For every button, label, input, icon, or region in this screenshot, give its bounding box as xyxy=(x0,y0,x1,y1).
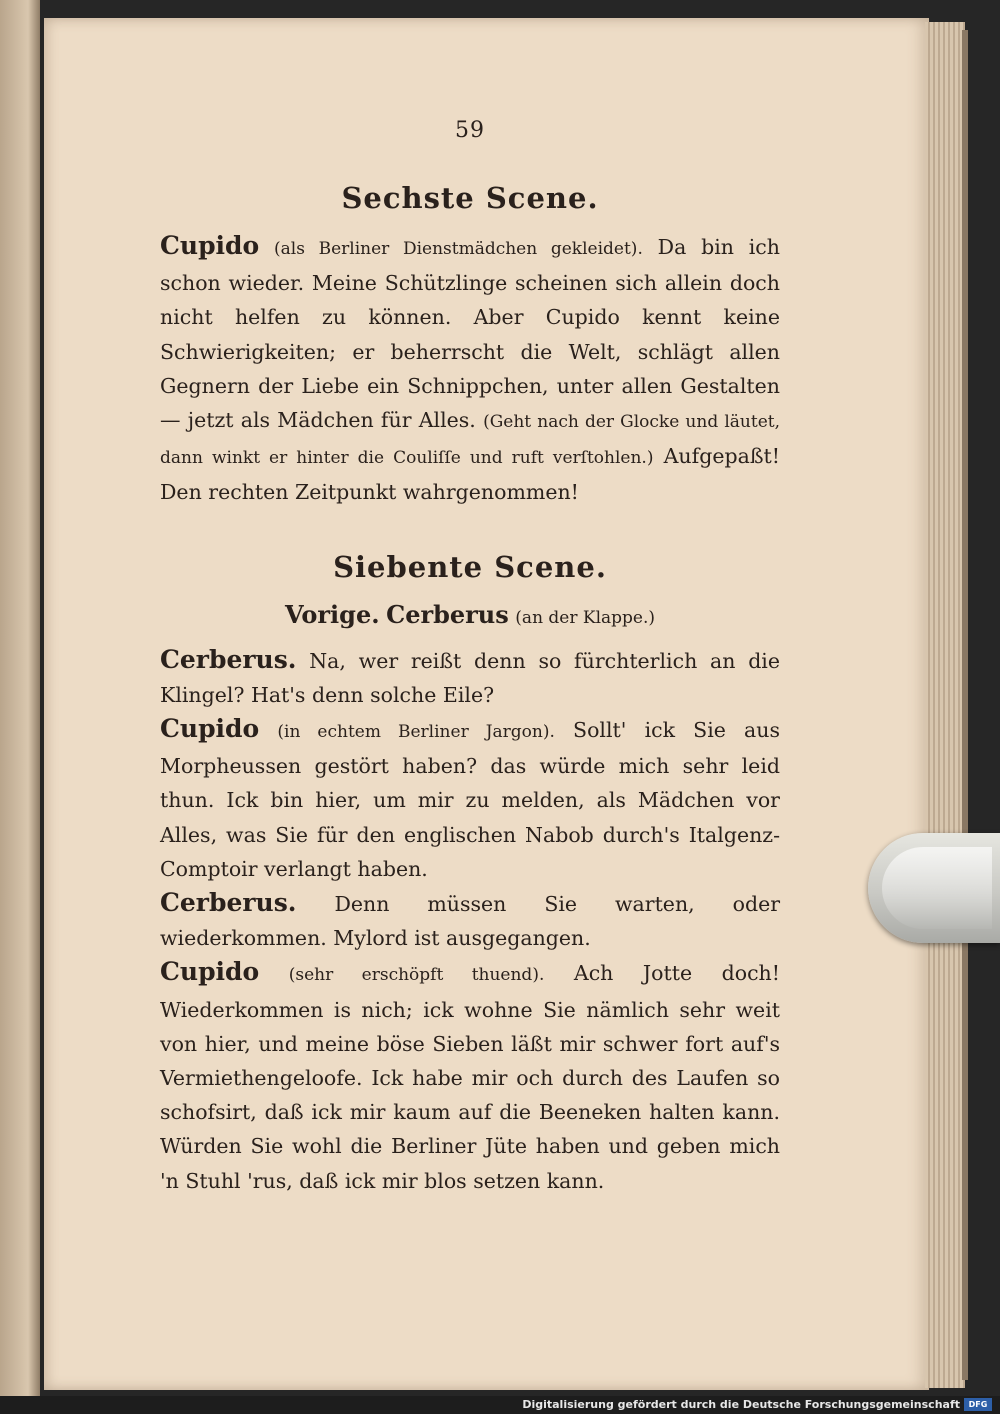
dfg-logo: DFG xyxy=(964,1398,992,1411)
stage-direction: (sehr erschöpft thuend). xyxy=(288,965,545,986)
dramatis-speaker: Cerberus xyxy=(386,599,509,629)
speaker-name: Cupido xyxy=(160,714,260,744)
speaker-name: Cerberus. xyxy=(160,888,297,918)
speech-text: Sollt' ick Sie aus Morpheussen gestört haben? das würde mich sehr leid thun. Ick bin hier, um mir zu melden, als Mädchen vor Alles, was Sie für den englischen Nabob durch's Italgenz-Comptoir verlangt haben. xyxy=(160,718,780,881)
page-number: 59 xyxy=(455,118,485,143)
stage-direction: (Geht nach der Glocke und läutet, dann winkt er hinter die Couliſſe und ruft verſtohlen.) xyxy=(160,412,780,469)
page-stack-shadow xyxy=(962,30,968,1380)
speaker-name: Cerberus. xyxy=(160,644,297,674)
speech-text: Aufgepaßt! Den rechten Zeitpunkt wahrgenommen! xyxy=(160,444,780,505)
scene-title-sechste: Sechste Scene. xyxy=(341,181,599,215)
speech-text: Denn müssen Sie warten, oder wiederkommen. Mylord ist ausgegangen. xyxy=(160,892,780,951)
viewer-footer xyxy=(0,1396,1000,1414)
stage-direction: (in echtem Berliner Jargon). xyxy=(277,722,555,743)
speech-cerberus-1 xyxy=(160,643,780,712)
page-clip-marker xyxy=(868,833,1000,943)
page-text xyxy=(160,118,780,1198)
speaker-name: Cupido xyxy=(160,231,260,260)
dramatis-personae xyxy=(160,598,780,635)
speech-cerberus-2 xyxy=(160,886,780,955)
facing-page-edge xyxy=(0,0,40,1414)
stage-direction: (als Berliner Dienstmädchen gekleidet). xyxy=(274,239,643,259)
dramatis-previous: Vorige. xyxy=(284,599,380,629)
stage-direction: (an der Klappe.) xyxy=(515,607,656,628)
speech-cupido-intro xyxy=(160,229,780,510)
funding-credit: Digitalisierung gefördert durch die Deutsche Forschungsgemeinschaft xyxy=(522,1398,960,1411)
speaker-name: Cupido xyxy=(160,957,260,987)
speech-text: Da bin ich schon wieder. Meine Schützlinge scheinen sich allein doch nicht helfen zu können. Aber Cupido kennt keine Schwierigkeiten; er beherrscht die Welt, schlägt allen Gegnern der Liebe ein Schnippchen, unter allen Gestalten — jetzt als Mädchen für Alles. xyxy=(160,235,780,433)
speech-text: Na, wer reißt denn so fürchterlich an die Klingel? Hat's denn solche Eile? xyxy=(160,648,780,707)
speech-text: Ach Jotte doch! Wiederkommen is nich; ick wohne Sie nämlich sehr weit von hier, und meine böse Sieben läßt mir schwer fort auf's Vermiethengeloofe. Ick habe mir och durch des Laufen so schofsirt, daß ick mir kaum auf die Beeneken halten kann. Würden Sie wohl die Berliner Jüte haben und geben mich 'n Stuhl 'rus, daß ick mir blos setzen kann. xyxy=(160,961,780,1193)
page-stack-edges xyxy=(925,22,965,1388)
speech-cupido-1 xyxy=(160,712,780,886)
speech-cupido-2 xyxy=(160,955,780,1197)
scene-title-siebente: Siebente Scene. xyxy=(333,549,607,584)
